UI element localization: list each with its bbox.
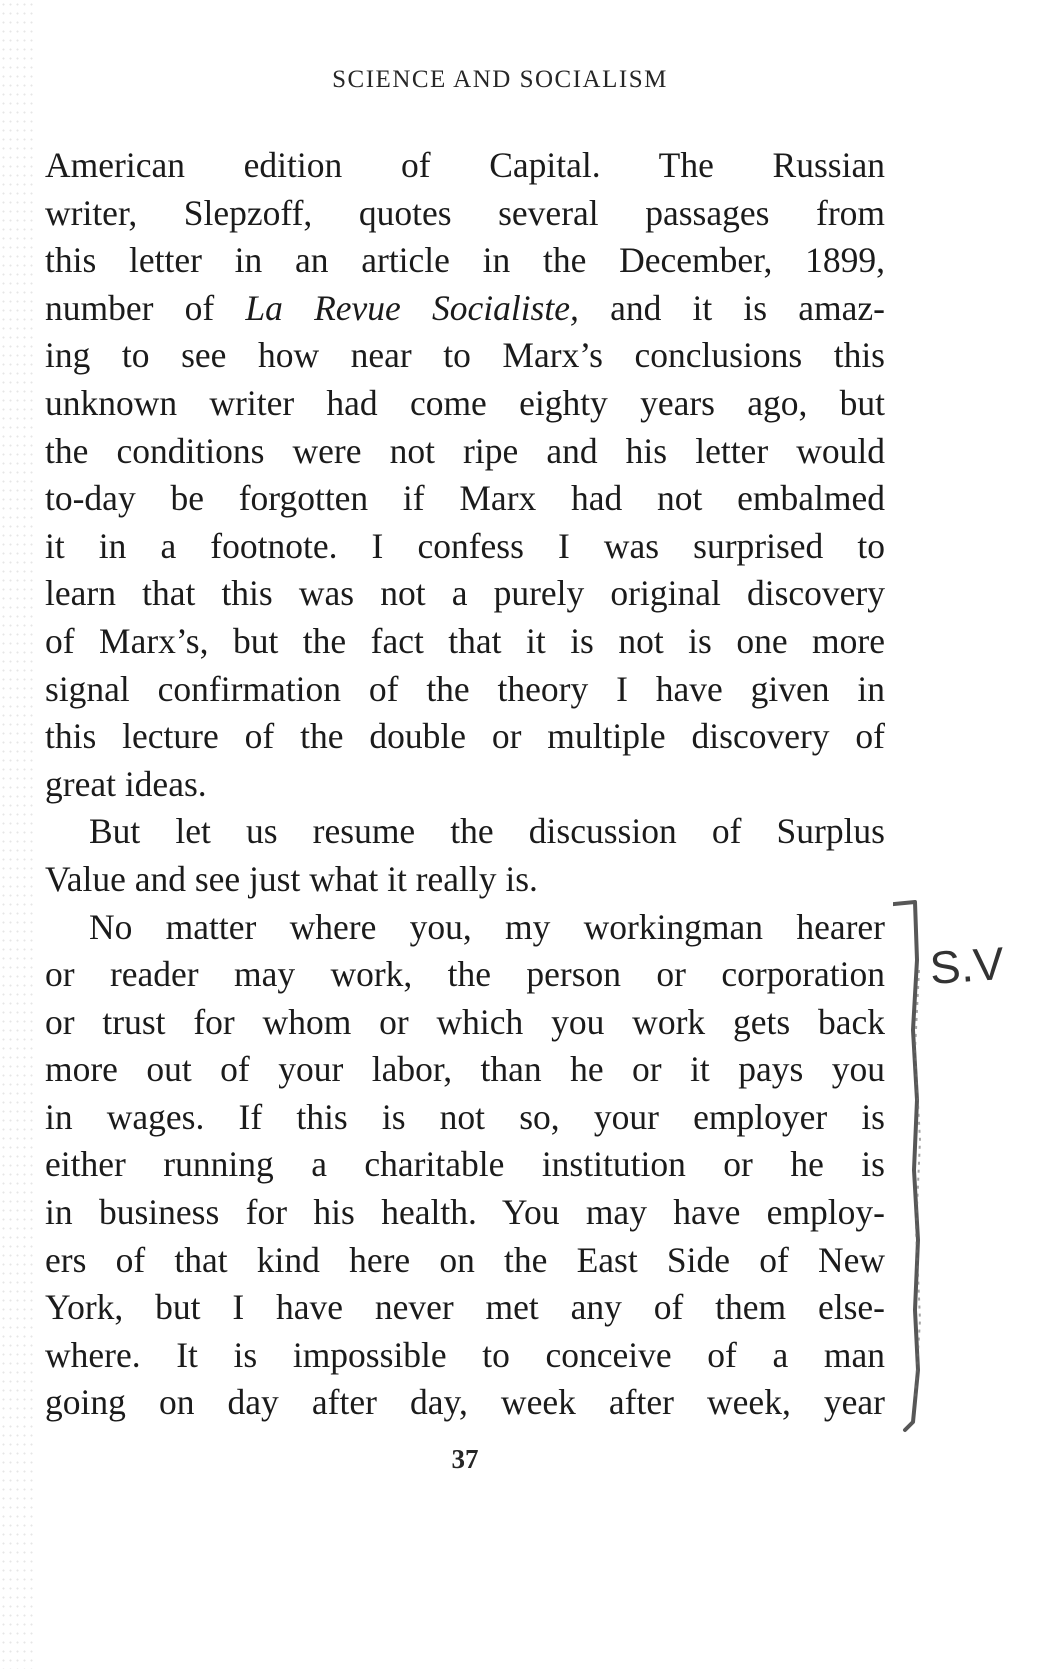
text-line: where. It is impossible to conceive of a man xyxy=(45,1334,885,1375)
paragraph-2 xyxy=(45,808,885,903)
text-line: signal confirmation of the theory I have given in xyxy=(45,668,885,709)
text-line: Value and see just what it really is. xyxy=(45,858,538,899)
text-line: more out of your labor, than he or it pays you xyxy=(45,1049,885,1090)
text-line: or reader may work, the person or corporation xyxy=(45,954,885,995)
text-line: But let us resume the discussion of Surplus xyxy=(89,811,885,852)
text-line: ing to see how near to Marx’s conclusions this xyxy=(45,335,885,376)
text-line: or trust for whom or which you work gets back xyxy=(45,1001,885,1042)
body-text xyxy=(45,142,885,1427)
text-run: and it is amaz- xyxy=(578,287,885,328)
text-line: No matter where you, my workingman hearer xyxy=(89,906,885,947)
text-line: either running a charitable institution or he is xyxy=(45,1144,885,1185)
page-number: 37 xyxy=(451,1444,479,1474)
text-line: ers of that kind here on the East Side of New xyxy=(45,1239,885,1280)
text-line: American edition of Capital. The Russian xyxy=(45,145,885,185)
text-line: this letter in an article in the December, 1899, xyxy=(45,240,885,281)
text-line: learn that this was not a purely original discovery xyxy=(45,573,885,614)
paragraph-1 xyxy=(45,142,885,808)
text-line: writer, Slepzoff, quotes several passages from xyxy=(45,192,885,233)
text-line: York, but I have never met any of them else- xyxy=(45,1287,885,1328)
scanned-page-edge xyxy=(0,0,34,1669)
margin-bracket-annotation xyxy=(893,900,1063,1440)
text-line: this lecture of the double or multiple discovery of xyxy=(45,716,885,757)
text-line: going on day after day, week after week, year xyxy=(45,1382,885,1423)
paragraph-3 xyxy=(45,904,885,1428)
text-line: in wages. If this is not so, your employer is xyxy=(45,1096,885,1137)
running-header: SCIENCE AND SOCIALISM xyxy=(332,66,668,93)
text-line: it in a footnote. I confess I was surprised to xyxy=(45,525,885,566)
text-line: of Marx’s, but the fact that it is not is one more xyxy=(45,620,885,661)
bracket-stroke-icon xyxy=(893,902,918,1430)
journal-title: La Revue Socialiste, xyxy=(245,287,579,328)
text-run: number of xyxy=(45,287,246,328)
handwritten-note: S.V xyxy=(928,936,1006,994)
text-line: the conditions were not ripe and his letter would xyxy=(45,430,885,471)
text-line: to-day be forgotten if Marx had not embalmed xyxy=(45,478,885,519)
text-line: in business for his health. You may have employ- xyxy=(45,1192,885,1233)
text-line: unknown writer had come eighty years ago, but xyxy=(45,382,885,423)
text-line: great ideas. xyxy=(45,763,207,804)
text-line-with-italic xyxy=(45,285,885,333)
